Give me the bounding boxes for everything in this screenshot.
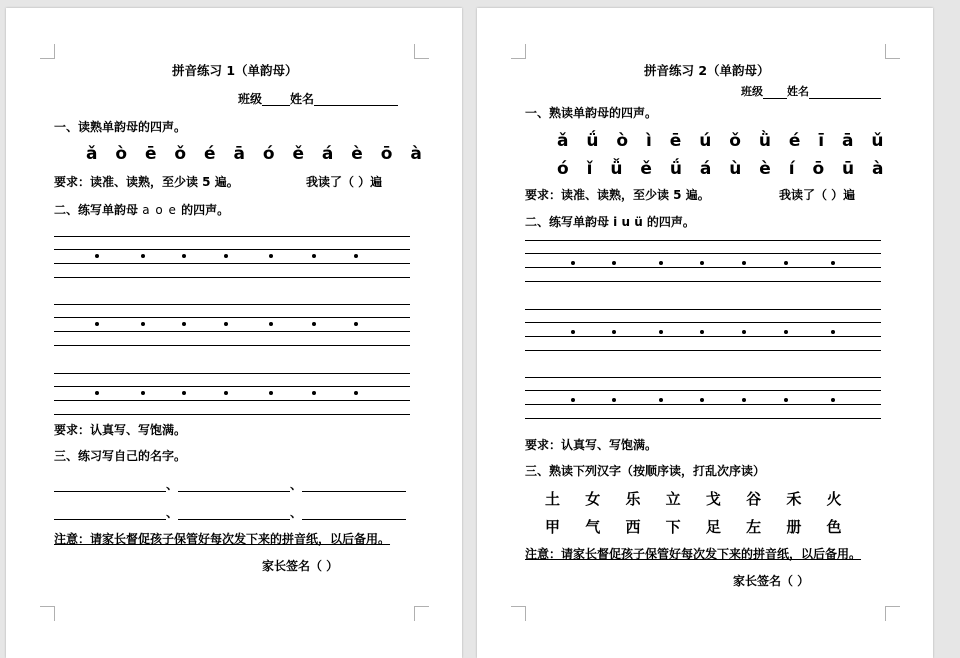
separator: 、 bbox=[290, 506, 303, 520]
grid-dot bbox=[831, 398, 835, 402]
grid-line bbox=[525, 253, 881, 254]
class-blank[interactable] bbox=[763, 86, 787, 99]
separator: 、 bbox=[166, 506, 179, 520]
name-blank[interactable] bbox=[54, 507, 166, 520]
pinyin-row-1: ǎ ǘ ò ì ē ú ǒ ǜ é ī ā ǔ bbox=[557, 131, 890, 151]
grid-dot bbox=[141, 322, 145, 326]
grid-line bbox=[525, 240, 881, 241]
name-blank[interactable] bbox=[302, 479, 406, 492]
grid-dot bbox=[612, 398, 616, 402]
name-blank[interactable] bbox=[809, 86, 881, 99]
corner-mark bbox=[511, 44, 526, 59]
grid-dot bbox=[784, 398, 788, 402]
grid-dot bbox=[269, 391, 273, 395]
corner-mark bbox=[414, 44, 429, 59]
corner-mark bbox=[40, 44, 55, 59]
requirement-write: 要求：认真写、写饱满。 bbox=[54, 423, 187, 437]
grid-dot bbox=[269, 322, 273, 326]
pinyin-row-2: ó ǐ ǚ ě ǘ á ù è í ō ū à bbox=[557, 159, 890, 179]
grid-line bbox=[54, 277, 410, 278]
grid-dot bbox=[312, 391, 316, 395]
name-blank[interactable] bbox=[54, 479, 166, 492]
name-blank[interactable] bbox=[178, 479, 290, 492]
grid-dot bbox=[269, 254, 273, 258]
parent-note: 注意：请家长督促孩子保管好每次发下来的拼音纸，以后备用。 bbox=[525, 547, 862, 561]
section-2-heading: 二、练写单韵母 i u ü 的四声。 bbox=[525, 215, 695, 229]
grid-line bbox=[525, 336, 881, 337]
grid-dot bbox=[141, 254, 145, 258]
grid-dot bbox=[659, 330, 663, 334]
grid-line bbox=[54, 317, 410, 318]
parent-signature: 家长签名（ ） bbox=[733, 574, 810, 588]
class-label: 班级 bbox=[238, 92, 263, 106]
grid-line bbox=[525, 377, 881, 378]
name-blank[interactable] bbox=[302, 507, 406, 520]
grid-line bbox=[525, 309, 881, 310]
grid-dot bbox=[354, 391, 358, 395]
hanzi-row-1: 土 女 乐 立 戈 谷 禾 火 bbox=[545, 490, 852, 508]
section-2-heading bbox=[54, 203, 229, 217]
grid-dot bbox=[182, 322, 186, 326]
grid-line bbox=[54, 236, 410, 237]
grid-dot bbox=[659, 261, 663, 265]
grid-line bbox=[525, 281, 881, 282]
class-name-line bbox=[238, 92, 398, 106]
grid-line bbox=[54, 373, 410, 374]
name-label: 姓名 bbox=[787, 85, 809, 98]
document-page-2 bbox=[477, 8, 933, 658]
grid-line bbox=[525, 350, 881, 351]
section-2-suffix: 的四声。 bbox=[176, 203, 230, 217]
grid-dot bbox=[571, 261, 575, 265]
grid-line bbox=[54, 345, 410, 346]
grid-dot bbox=[742, 398, 746, 402]
pinyin-row: ǎ ò ē ǒ é ā ó ě á è ō à bbox=[86, 144, 428, 164]
read-count: 我读了（ ）遍 bbox=[306, 175, 383, 189]
requirement-read: 要求：读准、读熟，至少读 5 遍。 bbox=[525, 188, 710, 202]
grid-dot bbox=[700, 330, 704, 334]
corner-mark bbox=[885, 606, 900, 621]
grid-dot bbox=[354, 322, 358, 326]
name-writing-row-2[interactable] bbox=[54, 506, 406, 520]
page-title: 拼音练习 1（单韵母） bbox=[172, 63, 298, 78]
grid-dot bbox=[659, 398, 663, 402]
section-3-heading: 三、熟读下列汉字（按顺序读，打乱次序读） bbox=[525, 464, 766, 478]
grid-dot bbox=[224, 254, 228, 258]
grid-dot bbox=[95, 254, 99, 258]
corner-mark bbox=[414, 606, 429, 621]
grid-line bbox=[54, 414, 410, 415]
grid-line bbox=[54, 304, 410, 305]
grid-dot bbox=[742, 330, 746, 334]
name-writing-row-1[interactable] bbox=[54, 478, 406, 492]
grid-line bbox=[525, 267, 881, 268]
parent-signature: 家长签名（ ） bbox=[262, 559, 339, 573]
document-page-1 bbox=[6, 8, 462, 658]
grid-line bbox=[525, 418, 881, 419]
name-blank[interactable] bbox=[178, 507, 290, 520]
grid-line bbox=[525, 322, 881, 323]
grid-dot bbox=[95, 322, 99, 326]
grid-dot bbox=[224, 322, 228, 326]
grid-dot bbox=[700, 261, 704, 265]
grid-dot bbox=[784, 330, 788, 334]
section-1-heading: 一、读熟单韵母的四声。 bbox=[54, 120, 187, 134]
grid-dot bbox=[182, 391, 186, 395]
grid-dot bbox=[784, 261, 788, 265]
grid-line bbox=[54, 249, 410, 250]
corner-mark bbox=[885, 44, 900, 59]
hanzi-row-2: 甲 气 西 下 足 左 册 色 bbox=[545, 518, 852, 536]
grid-dot bbox=[700, 398, 704, 402]
section-2-letters: a o e bbox=[142, 203, 177, 217]
grid-line bbox=[54, 386, 410, 387]
grid-dot bbox=[354, 254, 358, 258]
grid-dot bbox=[742, 261, 746, 265]
grid-dot bbox=[612, 330, 616, 334]
name-label: 姓名 bbox=[290, 92, 315, 106]
grid-dot bbox=[312, 322, 316, 326]
grid-dot bbox=[831, 330, 835, 334]
grid-line bbox=[54, 400, 410, 401]
grid-dot bbox=[312, 254, 316, 258]
corner-mark bbox=[40, 606, 55, 621]
grid-line bbox=[54, 263, 410, 264]
section-2-prefix: 二、练写单韵母 bbox=[54, 203, 143, 217]
class-label: 班级 bbox=[741, 85, 763, 98]
section-3-heading: 三、练习写自己的名字。 bbox=[54, 449, 187, 463]
grid-dot bbox=[612, 261, 616, 265]
corner-mark bbox=[511, 606, 526, 621]
page-title: 拼音练习 2（单韵母） bbox=[644, 63, 770, 78]
grid-dot bbox=[182, 254, 186, 258]
grid-line bbox=[525, 390, 881, 391]
grid-dot bbox=[571, 330, 575, 334]
read-count: 我读了（ ）遍 bbox=[779, 188, 856, 202]
grid-line bbox=[54, 331, 410, 332]
class-name-line bbox=[741, 85, 881, 99]
parent-note: 注意：请家长督促孩子保管好每次发下来的拼音纸，以后备用。 bbox=[54, 532, 391, 546]
separator: 、 bbox=[290, 478, 303, 492]
grid-dot bbox=[571, 398, 575, 402]
grid-dot bbox=[224, 391, 228, 395]
requirement-write: 要求：认真写、写饱满。 bbox=[525, 438, 658, 452]
section-1-heading: 一、熟读单韵母的四声。 bbox=[525, 106, 658, 120]
requirement-read: 要求：读准、读熟，至少读 5 遍。 bbox=[54, 175, 239, 189]
grid-dot bbox=[141, 391, 145, 395]
name-blank[interactable] bbox=[314, 93, 398, 106]
grid-dot bbox=[831, 261, 835, 265]
grid-dot bbox=[95, 391, 99, 395]
class-blank[interactable] bbox=[262, 93, 290, 106]
grid-line bbox=[525, 404, 881, 405]
separator: 、 bbox=[166, 478, 179, 492]
